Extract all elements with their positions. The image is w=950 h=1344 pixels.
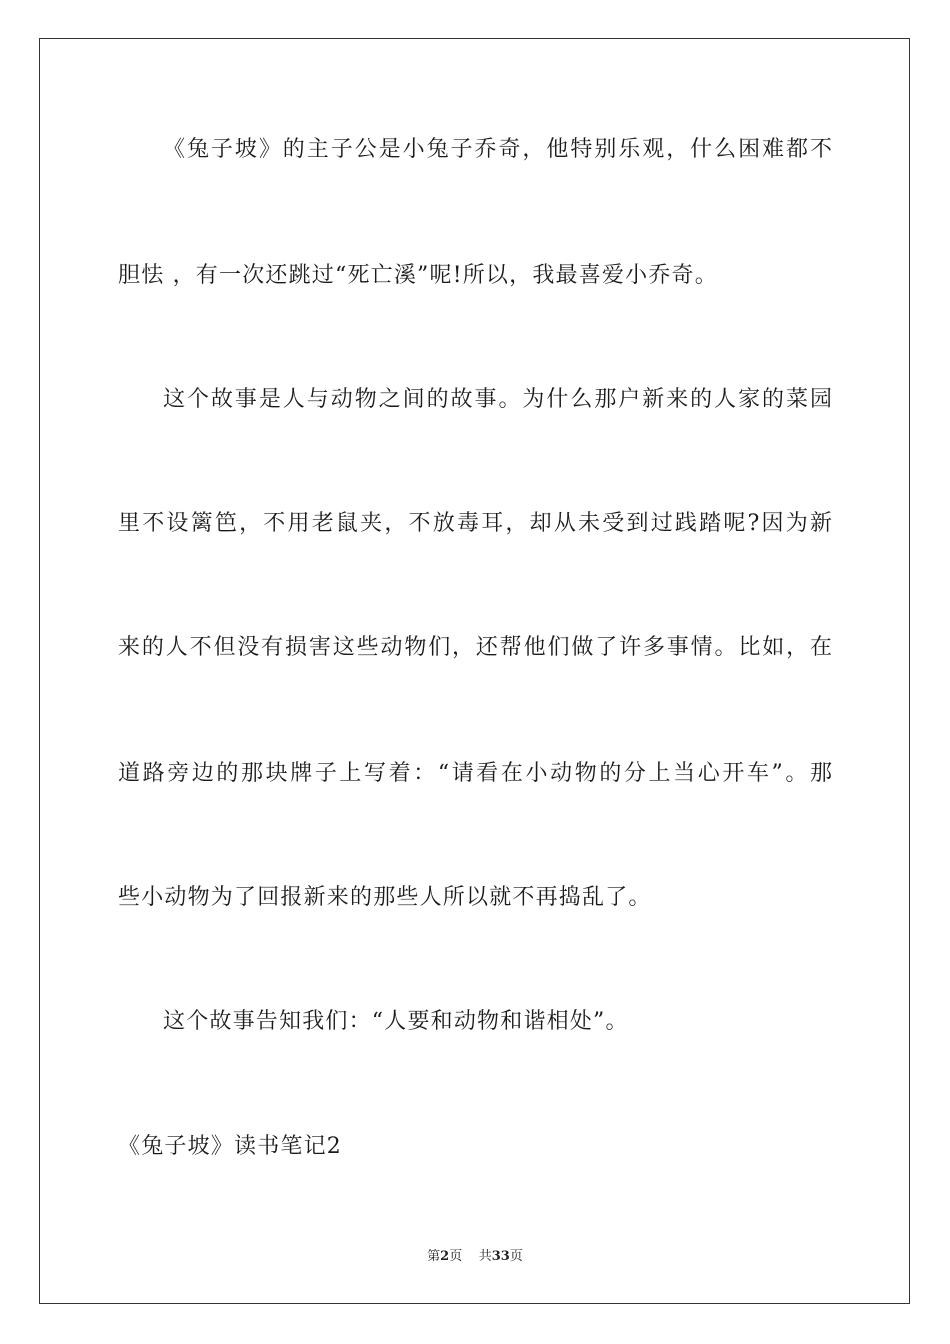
section-heading: 《兔子坡》读书笔记2: [118, 1134, 342, 1159]
footer-total-suffix: 页: [509, 1249, 523, 1264]
paragraph-2-line-1: 这个故事是人与动物之间的故事。为什么那户新来的人家的菜园: [163, 387, 832, 412]
footer-total-pages: 33: [491, 1249, 510, 1264]
paragraph-3-line-1: 这个故事告知我们：“人要和动物和谐相处”。: [163, 1009, 629, 1034]
paragraph-1-line-1: 《兔子坡》的主子公是小兔子乔奇，他特别乐观，什么困难都不: [163, 137, 832, 162]
paragraph-2-line-5: 些小动物为了回报新来的那些人所以就不再捣乱了。: [118, 885, 652, 910]
footer-page-prefix: 第: [427, 1249, 441, 1264]
paragraph-1-line-2: 胆怯 ，有一次还跳过“死亡溪”呢!所以，我最喜爱小乔奇。: [118, 263, 718, 288]
paragraph-2-line-3: 来的人不但没有损害这些动物们，还帮他们做了许多事情。比如，在: [118, 635, 832, 660]
paragraph-2-line-2: 里不设篱笆，不用老鼠夹，不放毒耳，却从未受到过践踏呢?因为新: [118, 511, 832, 536]
page-border: [39, 38, 910, 1304]
footer-page-number: 2: [440, 1249, 450, 1264]
paragraph-2-line-4: 道路旁边的那块牌子上写着：“请看在小动物的分上当心开车”。那: [118, 761, 832, 786]
footer-total-prefix: 共: [478, 1249, 492, 1264]
footer-page-suffix: 页: [449, 1249, 463, 1264]
page-footer: [0, 1249, 950, 1265]
